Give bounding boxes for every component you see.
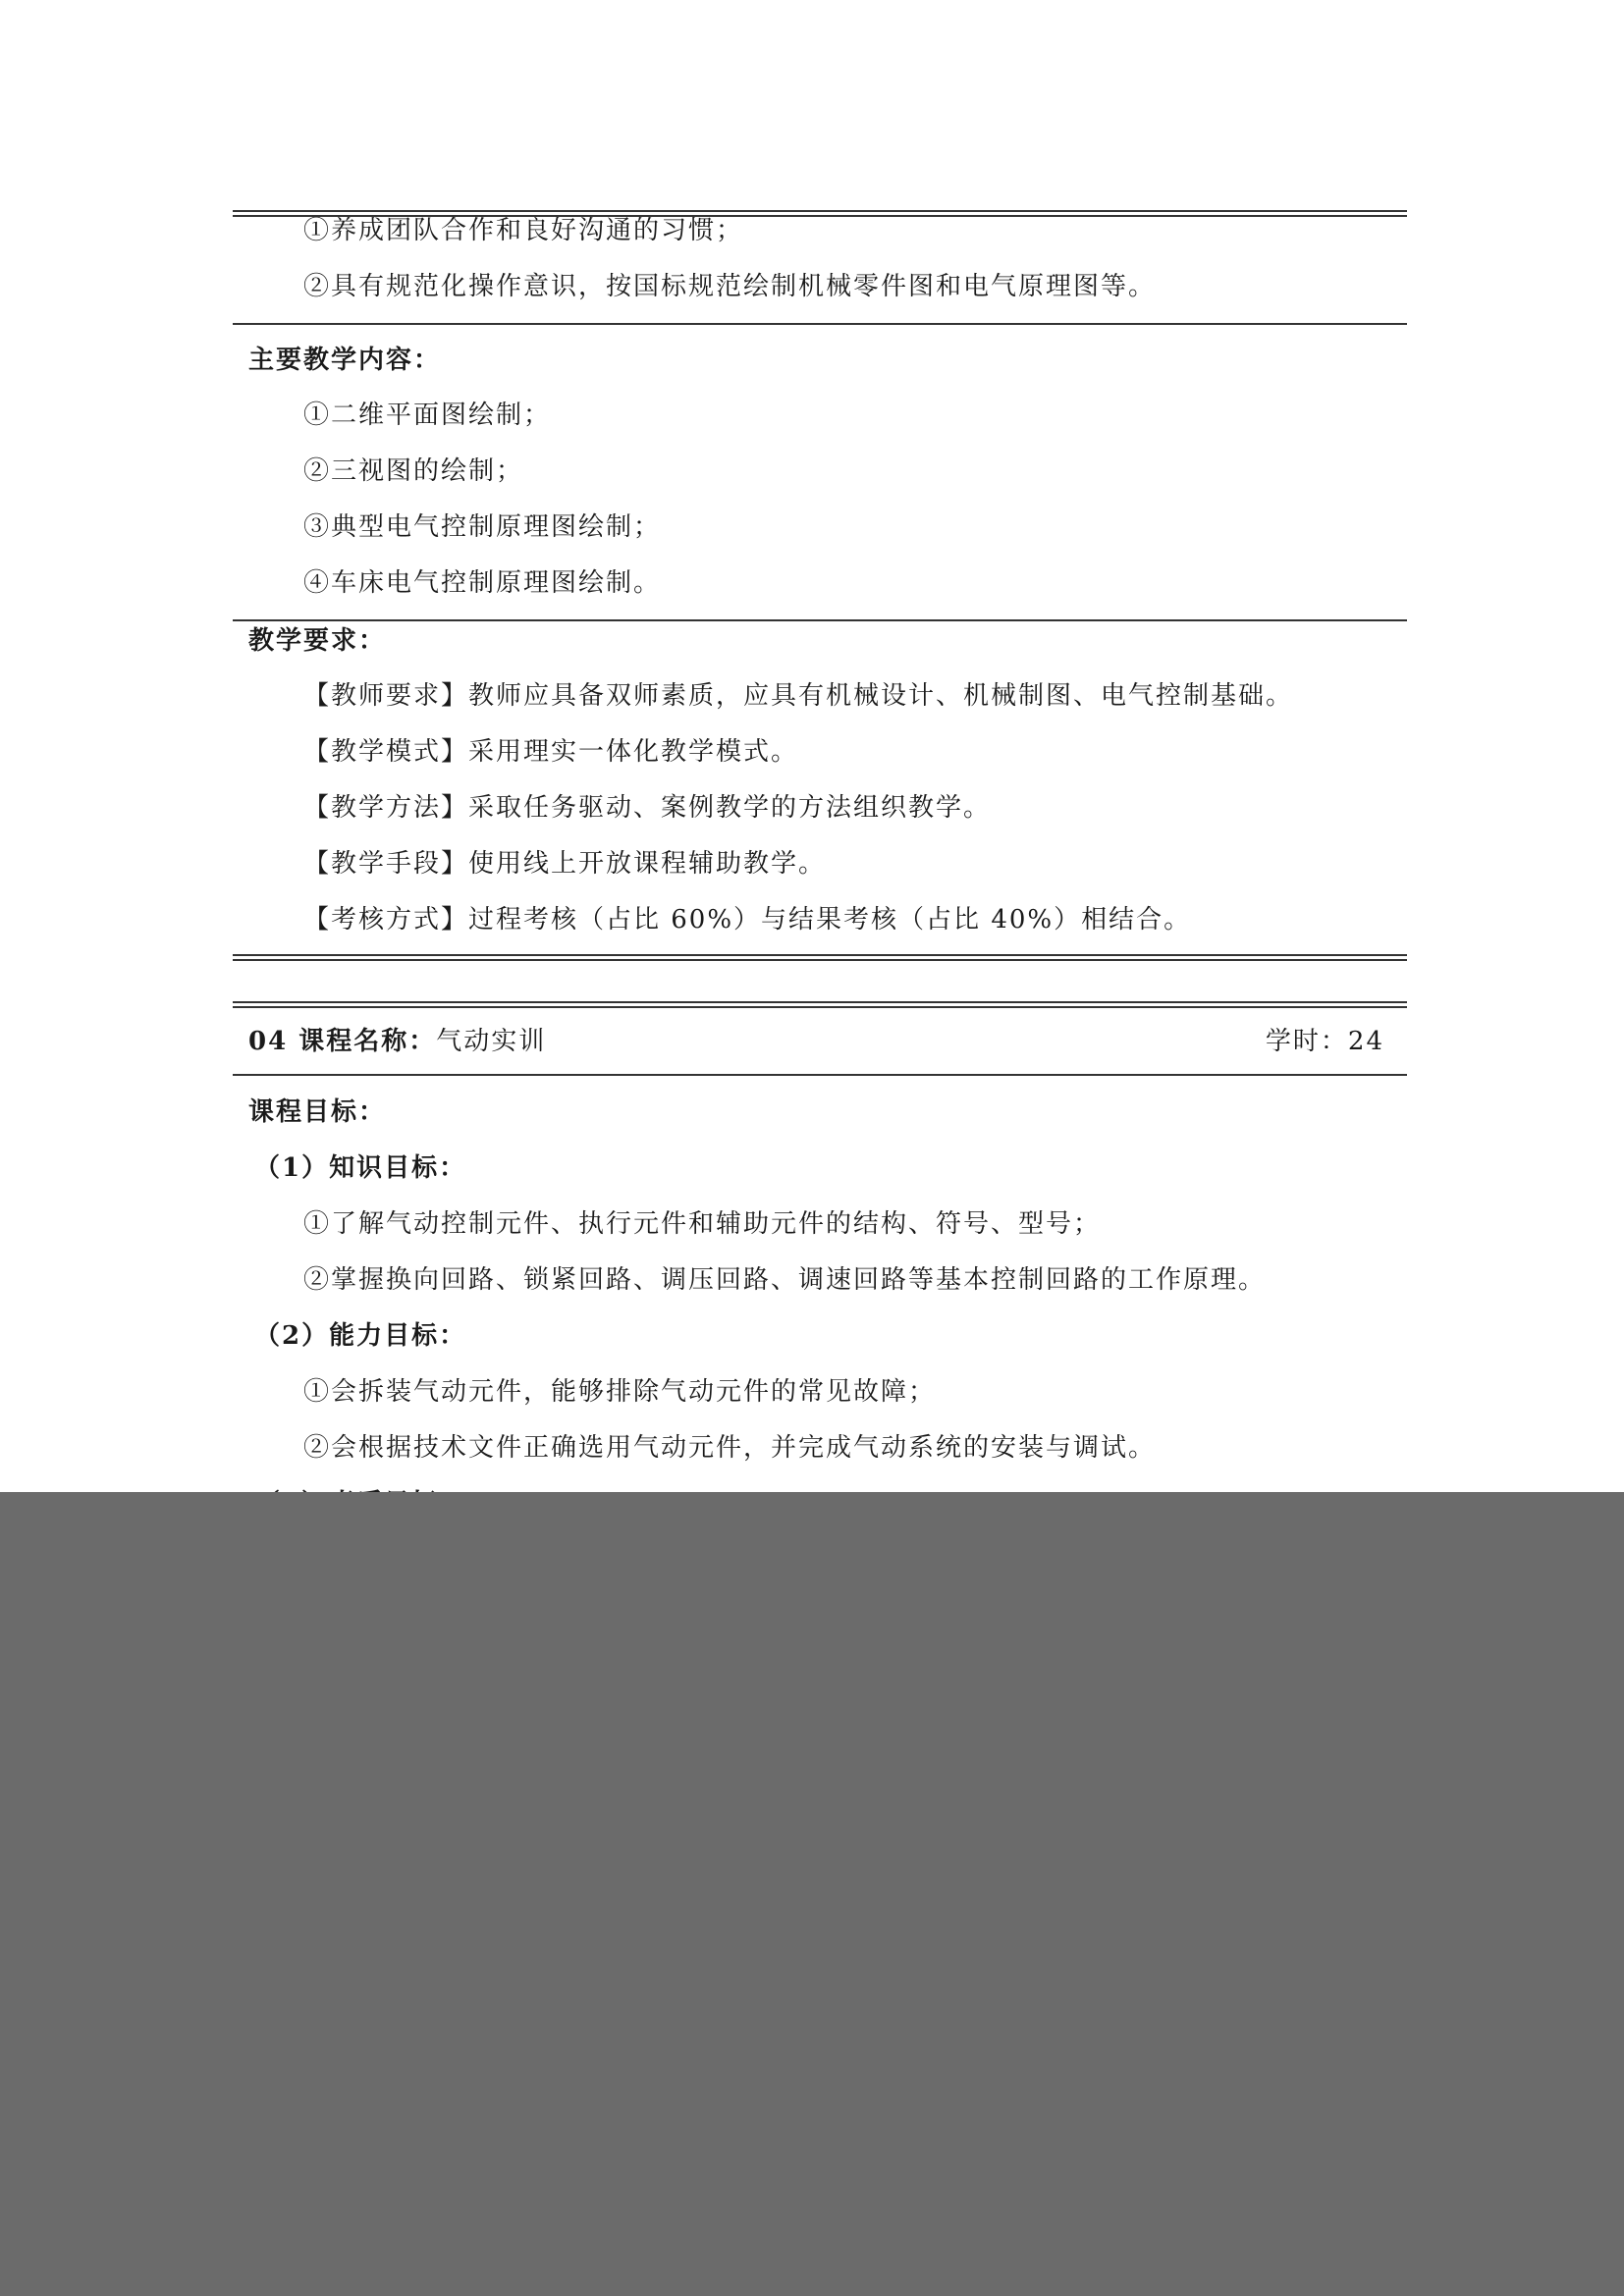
quality-item-1: ①养成团队合作和良好沟通的习惯； bbox=[303, 216, 744, 245]
requirement-method: 【教学方法】采取任务驱动、案例教学的方法组织教学。 bbox=[303, 793, 992, 823]
divider bbox=[233, 1074, 1407, 1076]
knowledge-item-2: ②掌握换向回路、锁紧回路、调压回路、调速回路等基本控制回路的工作原理。 bbox=[303, 1265, 1267, 1295]
content-item-4: ④车床电气控制原理图绘制。 bbox=[303, 568, 662, 598]
course-title-label: 04 课程名称： bbox=[248, 1027, 437, 1056]
requirement-mode: 【教学模式】采用理实一体化教学模式。 bbox=[303, 737, 799, 767]
ability-item-2: ②会根据技术文件正确选用气动元件，并完成气动系统的安装与调试。 bbox=[303, 1433, 1157, 1463]
ability-goal-heading: （2）能力目标： bbox=[254, 1321, 467, 1351]
content-heading: 主要教学内容： bbox=[248, 346, 442, 375]
quality-item-2: ②具有规范化操作意识，按国标规范绘制机械零件图和电气原理图等。 bbox=[303, 272, 1157, 301]
course-name: 气动实训 bbox=[436, 1027, 547, 1056]
requirement-assessment: 【考核方式】过程考核（占比 60%）与结果考核（占比 40%）相结合。 bbox=[303, 905, 1192, 934]
requirement-means: 【教学手段】使用线上开放课程辅助教学。 bbox=[303, 849, 827, 879]
divider bbox=[233, 323, 1407, 325]
divider bbox=[233, 619, 1407, 621]
content-item-1: ①二维平面图绘制； bbox=[303, 400, 552, 430]
course-title bbox=[248, 1025, 546, 1058]
content-item-2: ②三视图的绘制； bbox=[303, 456, 524, 486]
section-end-double-rule bbox=[233, 954, 1407, 961]
requirement-teacher: 【教师要求】教师应具备双师素质，应具有机械设计、机械制图、电气控制基础。 bbox=[303, 681, 1294, 711]
redacted-area bbox=[0, 1492, 1624, 2296]
goal-heading: 课程目标： bbox=[248, 1097, 387, 1127]
requirements-heading: 教学要求： bbox=[248, 626, 387, 656]
course-hours: 学时：24 bbox=[1265, 1027, 1384, 1056]
ability-item-1: ①会拆装气动元件，能够排除气动元件的常见故障； bbox=[303, 1377, 937, 1407]
content-item-3: ③典型电气控制原理图绘制； bbox=[303, 512, 662, 542]
course-start-double-rule bbox=[233, 1001, 1407, 1008]
knowledge-goal-heading: （1）知识目标： bbox=[254, 1153, 467, 1183]
knowledge-item-1: ①了解气动控制元件、执行元件和辅助元件的结构、符号、型号； bbox=[303, 1209, 1102, 1239]
